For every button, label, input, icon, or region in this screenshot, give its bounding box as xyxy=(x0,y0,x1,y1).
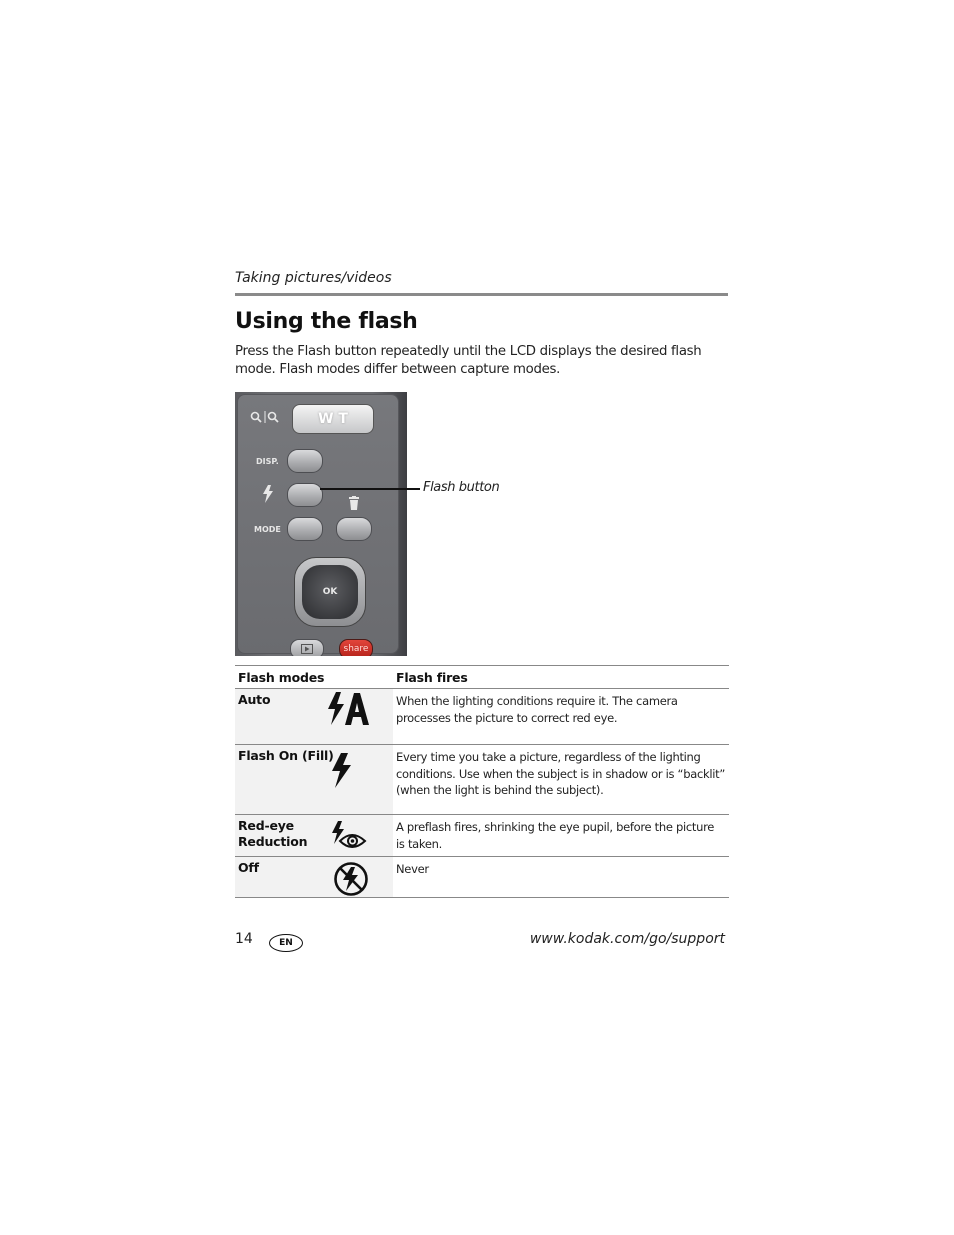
header-rule xyxy=(235,293,728,296)
disp-label: DISP. xyxy=(256,457,279,466)
flash-modes-table xyxy=(235,665,729,898)
description-cell: When the lighting conditions require it. The camera processes the picture to correct red eye. xyxy=(393,689,729,745)
page-title: Using the flash xyxy=(235,309,418,334)
zoom-lever: W T xyxy=(292,404,374,434)
camera-panel xyxy=(237,394,399,654)
flash-auto-icon xyxy=(327,692,369,726)
description-cell: Never xyxy=(393,857,729,898)
table-row xyxy=(235,815,729,857)
review-button xyxy=(290,639,324,656)
mode-name: Flash On (Fill) xyxy=(238,748,334,763)
mode-button xyxy=(287,517,323,541)
ok-button: OK xyxy=(302,565,358,619)
mode-name: Off xyxy=(238,860,259,875)
flash-off-icon xyxy=(333,861,369,897)
camera-illustration xyxy=(235,392,407,656)
share-button: share xyxy=(339,639,373,656)
page-number: 14 xyxy=(235,931,253,947)
delete-button xyxy=(336,517,372,541)
flash-label-icon xyxy=(262,485,274,503)
mode-label: MODE xyxy=(254,525,281,534)
table-header-row xyxy=(235,666,729,689)
mode-cell xyxy=(235,745,393,815)
zoom-icon xyxy=(250,409,284,425)
flash-button xyxy=(287,483,323,507)
mode-cell xyxy=(235,857,393,898)
review-icon xyxy=(301,644,313,654)
language-badge: EN xyxy=(269,934,303,952)
ok-dial xyxy=(294,557,366,627)
section-header: Taking pictures/videos xyxy=(235,270,392,286)
support-url[interactable]: www.kodak.com/go/support xyxy=(529,931,725,947)
mode-cell xyxy=(235,689,393,745)
callout-label: Flash button xyxy=(423,480,500,495)
table-row xyxy=(235,689,729,745)
flash-on-icon xyxy=(331,753,353,789)
header-flash-modes: Flash modes xyxy=(235,666,393,689)
intro-paragraph: Press the Flash button repeatedly until the LCD displays the desired flash mode. Flash modes differ between capture modes. xyxy=(235,344,702,377)
mode-cell xyxy=(235,815,393,857)
callout-line xyxy=(320,488,420,490)
table-row xyxy=(235,745,729,815)
description-cell: A preflash fires, shrinking the eye pupil, before the picture is taken. xyxy=(393,815,729,857)
red-eye-icon xyxy=(331,821,367,851)
mode-name: Red-eye Reduction xyxy=(238,818,308,849)
trash-icon xyxy=(348,496,360,510)
disp-button xyxy=(287,449,323,473)
table-row xyxy=(235,857,729,898)
description-cell: Every time you take a picture, regardless of the lighting conditions. Use when the subject is in shadow or is “backlit” (when the light is behind the subject). xyxy=(393,745,729,815)
mode-name: Auto xyxy=(238,692,271,707)
header-flash-fires: Flash fires xyxy=(393,666,729,689)
